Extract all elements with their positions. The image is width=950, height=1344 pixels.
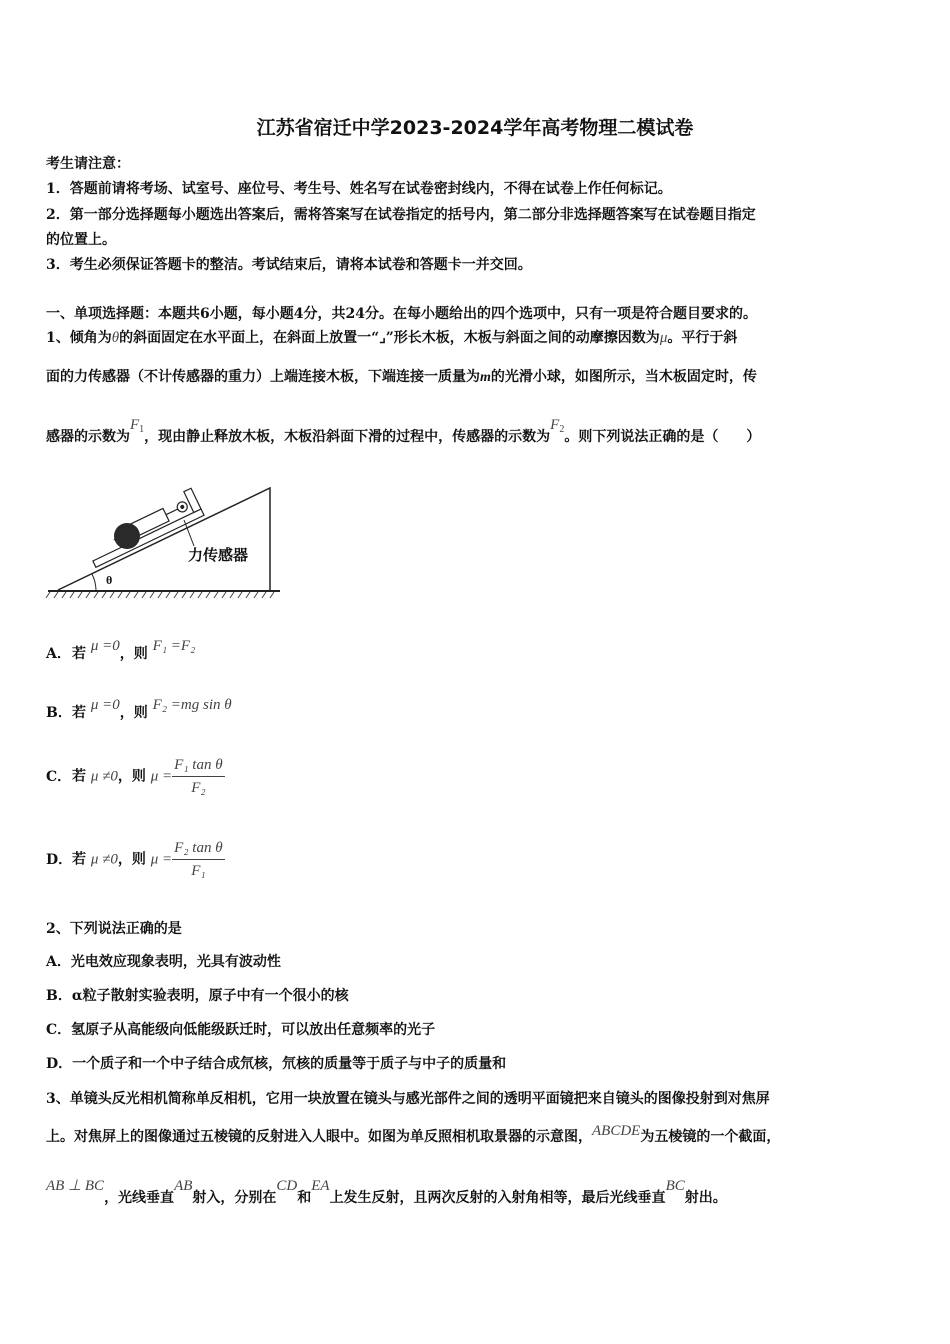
q3-stem-line2: 上。对焦屏上的图像通过五棱镜的反射进入人眼中。如图为单反照相机取景器的示意图，ABCDE为五棱镜的一个截面， xyxy=(46,1123,781,1145)
mu-symbol: μ xyxy=(659,330,668,346)
q1-stem-line1: 1、倾角为θ的斜面固定在水平面上，在斜面上放置一“⌟”形长木板，木板与斜面之间的动摩擦因数为μ。平行于斜 xyxy=(46,330,738,346)
q1-stem-line2: 面的力传感器（不计传感器的重力）上端连接木板，下端连接一质量为m的光滑小球，如图所示，当木板固定时，传 xyxy=(46,369,757,385)
q1-stem-line3: 感器的示数为$F_1$，现由静止释放木板，木板沿斜面下滑的过程中，传感器的示数为$F_2$。则下列说法正确的是（ ） xyxy=(46,417,761,445)
q2-option-d[interactable]: D．一个质子和一个中子结合成氘核，氘核的质量等于质子与中子的质量和 xyxy=(46,1056,507,1072)
q2-option-b[interactable]: B．α粒子散射实验表明，原子中有一个很小的核 xyxy=(46,988,349,1004)
incline-slope xyxy=(58,488,270,590)
q3-stem-line3: AB ⊥ BC，光线垂直AB射入，分别在CD和EA上发生反射，且两次反射的入射角相等，最后光线垂直BC射出。 xyxy=(46,1178,727,1206)
notice-item: 的位置上。 xyxy=(46,232,116,248)
q1-option-a[interactable]: A．若 μ =0，则 F₁ =F₂ xyxy=(46,638,196,662)
notice-heading: 考生请注意： xyxy=(46,156,130,172)
sensor-label: 力传感器 xyxy=(188,547,249,564)
ball xyxy=(114,523,140,549)
notice-item: 3．考生必须保证答题卡的整洁。考试结束后，请将本试卷和答题卡一并交回。 xyxy=(46,257,532,273)
label-pointer xyxy=(184,520,194,546)
notice-item: 2．第一部分选择题每小题选出答案后，需将答案写在试卷指定的括号内，第二部分非选择题答案写在试卷题目指定 xyxy=(46,207,756,223)
section-heading: 一、单项选择题：本题共6小题，每小题4分，共24分。在每小题给出的四个选项中，只有一项是符合题目要求的。 xyxy=(46,306,757,322)
angle-label: θ xyxy=(106,573,113,587)
F2-symbol: $F_2$ xyxy=(550,417,565,435)
q3-stem-line1: 3、单镜头反光相机简称单反相机，它用一块放置在镜头与感光部件之间的透明平面镜把来自镜头的图像投射到对焦屏 xyxy=(46,1091,770,1107)
ground-hatch xyxy=(46,592,274,598)
q1-option-c[interactable]: C．若 μ ≠0，则 μ = $\frac{\text{F₁ tan θ}}{\text{F₂}}$ xyxy=(46,757,223,796)
angle-arc xyxy=(92,574,96,590)
q2-option-c[interactable]: C．氢原子从高能级向低能级跃迁时，可以放出任意频率的光子 xyxy=(46,1022,436,1038)
incline-figure xyxy=(44,470,284,605)
q1-option-d[interactable]: D．若 μ ≠0，则 μ = $\frac{\text{F₂ tan θ}}{\text{F₁}}$ xyxy=(46,840,223,879)
q1-option-b[interactable]: B．若 μ =0，则 F₂ =mg sin θ xyxy=(46,697,232,721)
fraction: $\frac{\text{F₁ tan θ}}{\text{F₂}}$ xyxy=(174,757,223,796)
fraction: $\frac{\text{F₂ tan θ}}{\text{F₁}}$ xyxy=(174,840,223,879)
q2-stem: 2、下列说法正确的是 xyxy=(46,921,182,937)
F1-symbol: $F_1$ xyxy=(130,417,145,435)
q2-option-a[interactable]: A．光电效应现象表明，光具有波动性 xyxy=(46,954,281,970)
page-title: 江苏省宿迁中学2023-2024学年高考物理二模试卷 xyxy=(256,117,694,139)
theta-symbol: θ xyxy=(111,330,120,346)
notice-item: 1．答题前请将考场、试室号、座位号、考生号、姓名写在试卷密封线内，不得在试卷上作任何标记。 xyxy=(46,181,672,197)
